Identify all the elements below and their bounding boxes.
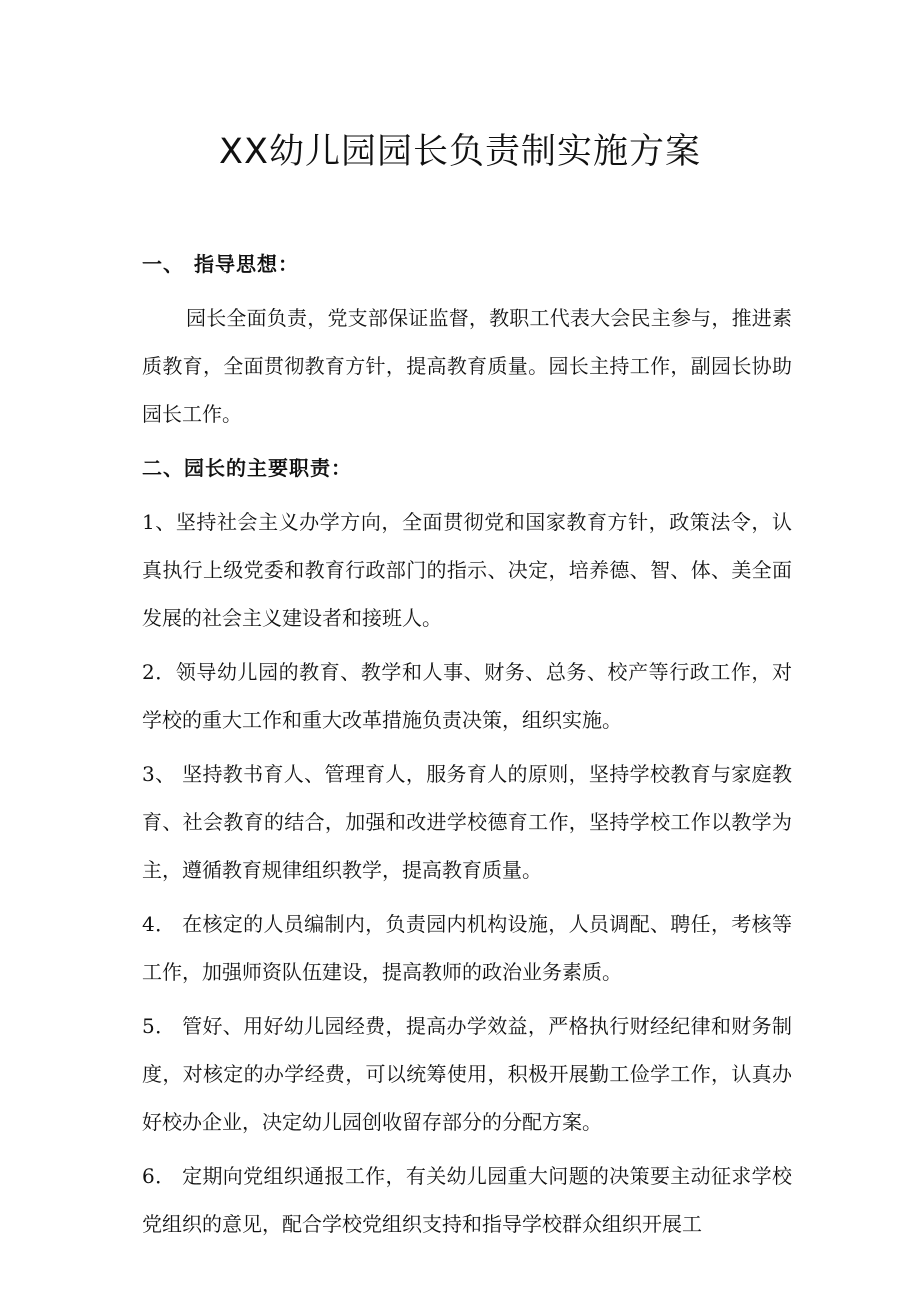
duty-item-5: 5． 管好、用好幼儿园经费，提高办学效益，严格执行财经纪律和财务制度，对核定的办学经费，可以统筹使用，积极开展勤工俭学工作，认真办好校办企业，决定幼儿园创收留存部分的分配方案。 — [142, 1014, 792, 1134]
duty-item-1: 1、坚持社会主义办学方向，全面贯彻党和国家教育方针，政策法令，认真执行上级党委和教育行政部门的指示、决定，培养德、智、体、美全面发展的社会主义建设者和接班人。 — [142, 510, 792, 630]
document-title: XX幼儿园园长负责制实施方案 — [219, 132, 701, 172]
section-heading-guiding-ideology — [142, 240, 792, 288]
section-heading-duties: 二、园长的主要职责： — [142, 456, 352, 480]
duty-item-2: 2．领导幼儿园的教育、教学和人事、财务、总务、校产等行政工作，对学校的重大工作和重大改革措施负责决策，组织实施。 — [142, 660, 792, 732]
duty-item-4: 4． 在核定的人员编制内，负责园内机构设施，人员调配、聘任，考核等工作，加强师资队伍建设，提高教师的政治业务素质。 — [142, 912, 792, 984]
section-title: 指导思想： — [194, 252, 299, 276]
duty-item-3: 3、 坚持教书育人、管理育人，服务育人的原则，坚持学校教育与家庭教育、社会教育的结合，加强和改进学校德育工作，坚持学校工作以教学为主，遵循教育规律组织教学，提高教育质量。 — [142, 762, 792, 882]
section-paragraph: 园长全面负责，党支部保证监督，教职工代表大会民主参与，推进素质教育，全面贯彻教育方针，提高教育质量。园长主持工作，副园长协助园长工作。 — [142, 306, 792, 426]
document-body — [142, 240, 792, 1248]
duty-item-6: 6． 定期向党组织通报工作，有关幼儿园重大问题的决策要主动征求学校党组织的意见，配合学校党组织支持和指导学校群众组织开展工 — [142, 1164, 792, 1236]
section-number: 一、 — [142, 252, 184, 276]
